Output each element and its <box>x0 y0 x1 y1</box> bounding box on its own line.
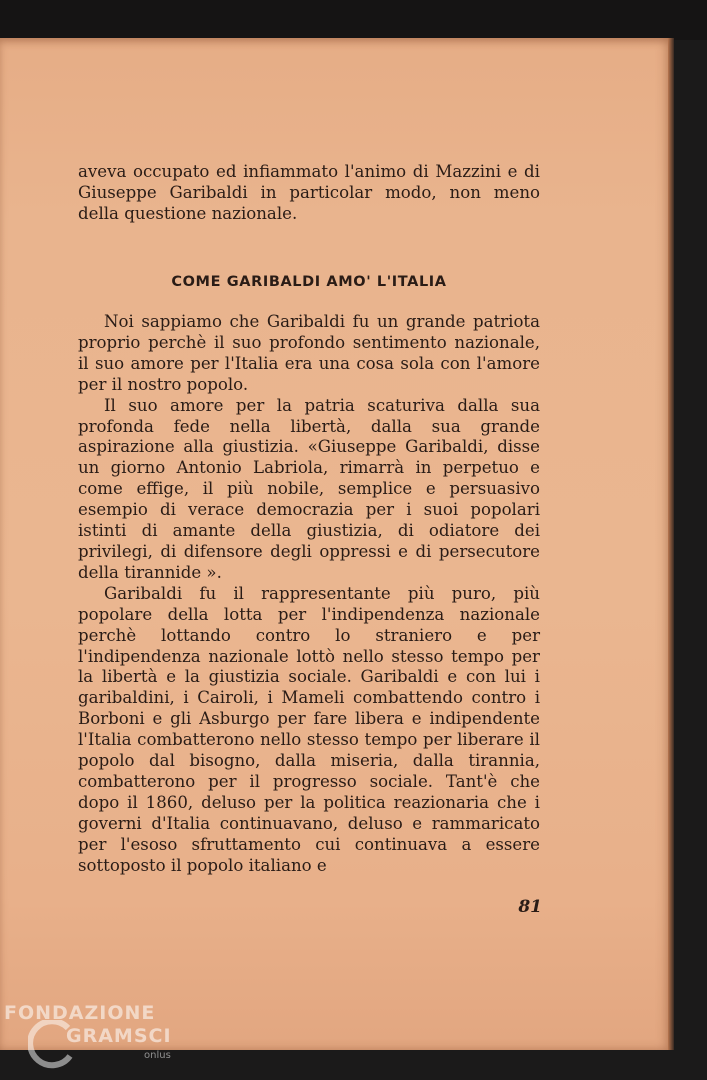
paragraph-1: Noi sappiamo che Garibaldi fu un grande patriota proprio perchè il suo profondo sentimento nazionale, il suo amore per l'Italia era una cosa sola con l'amore per il nostro popolo. <box>78 312 540 394</box>
paragraph-2: Il suo amore per la patria scaturiva dalla sua profonda fede nella libertà, dalla sua grande aspirazione alla giustizia. «Giuseppe Garibaldi, disse un giorno Antonio Labriola, rimarrà in perpetuo e come effige, il più nobile, semplice e persuasivo esempio di verace democrazia per i suoi popolari istinti di amante della giustizia, di odiatore dei privilegi, di difensore degli oppressi e di persecutore della tirannide ». <box>78 395 540 582</box>
page-edge <box>668 38 674 1050</box>
intro-text: aveva occupato ed infiammato l'animo di Mazzini e di Giuseppe Garibaldi in particolar modo, non meno della questione nazionale. <box>78 162 540 223</box>
body-text <box>78 312 540 876</box>
paragraph-3: Garibaldi fu il rappresentante più puro, più popolare della lotta per l'indipendenza nazionale perchè lottando contro lo straniero e per l'indipendenza nazionale lottò nello stesso tempo per la libertà e la giustizia sociale. Garibaldi e con lui i garibaldini, i Cairoli, i Mameli combattendo contro i Borboni e gli Asburgo per fare libera e indipendente l'Italia combatterono nello stesso tempo per liberare il popolo dal bisogno, dalla miseria, dalla tirannia, combatterono per il progresso sociale. Tant'è che dopo il 1860, deluso per la politica reazionaria che i governi d'Italia continuavano, deluso e rammaricato per l'esoso sfruttamento cui continuava a essere sottoposto il popolo italiano e <box>78 583 540 875</box>
fondazione-gramsci-watermark <box>4 1002 184 1072</box>
intro-paragraph <box>78 162 540 225</box>
section-title: COME GARIBALDI AMO' L'ITALIA <box>171 274 447 290</box>
watermark-small: onlus <box>144 1050 171 1061</box>
page-number: 81 <box>518 897 542 917</box>
watermark-line2: GRAMSCI <box>66 1025 172 1047</box>
watermark-line1: FONDAZIONE <box>4 1002 156 1024</box>
scan-background <box>0 0 707 40</box>
